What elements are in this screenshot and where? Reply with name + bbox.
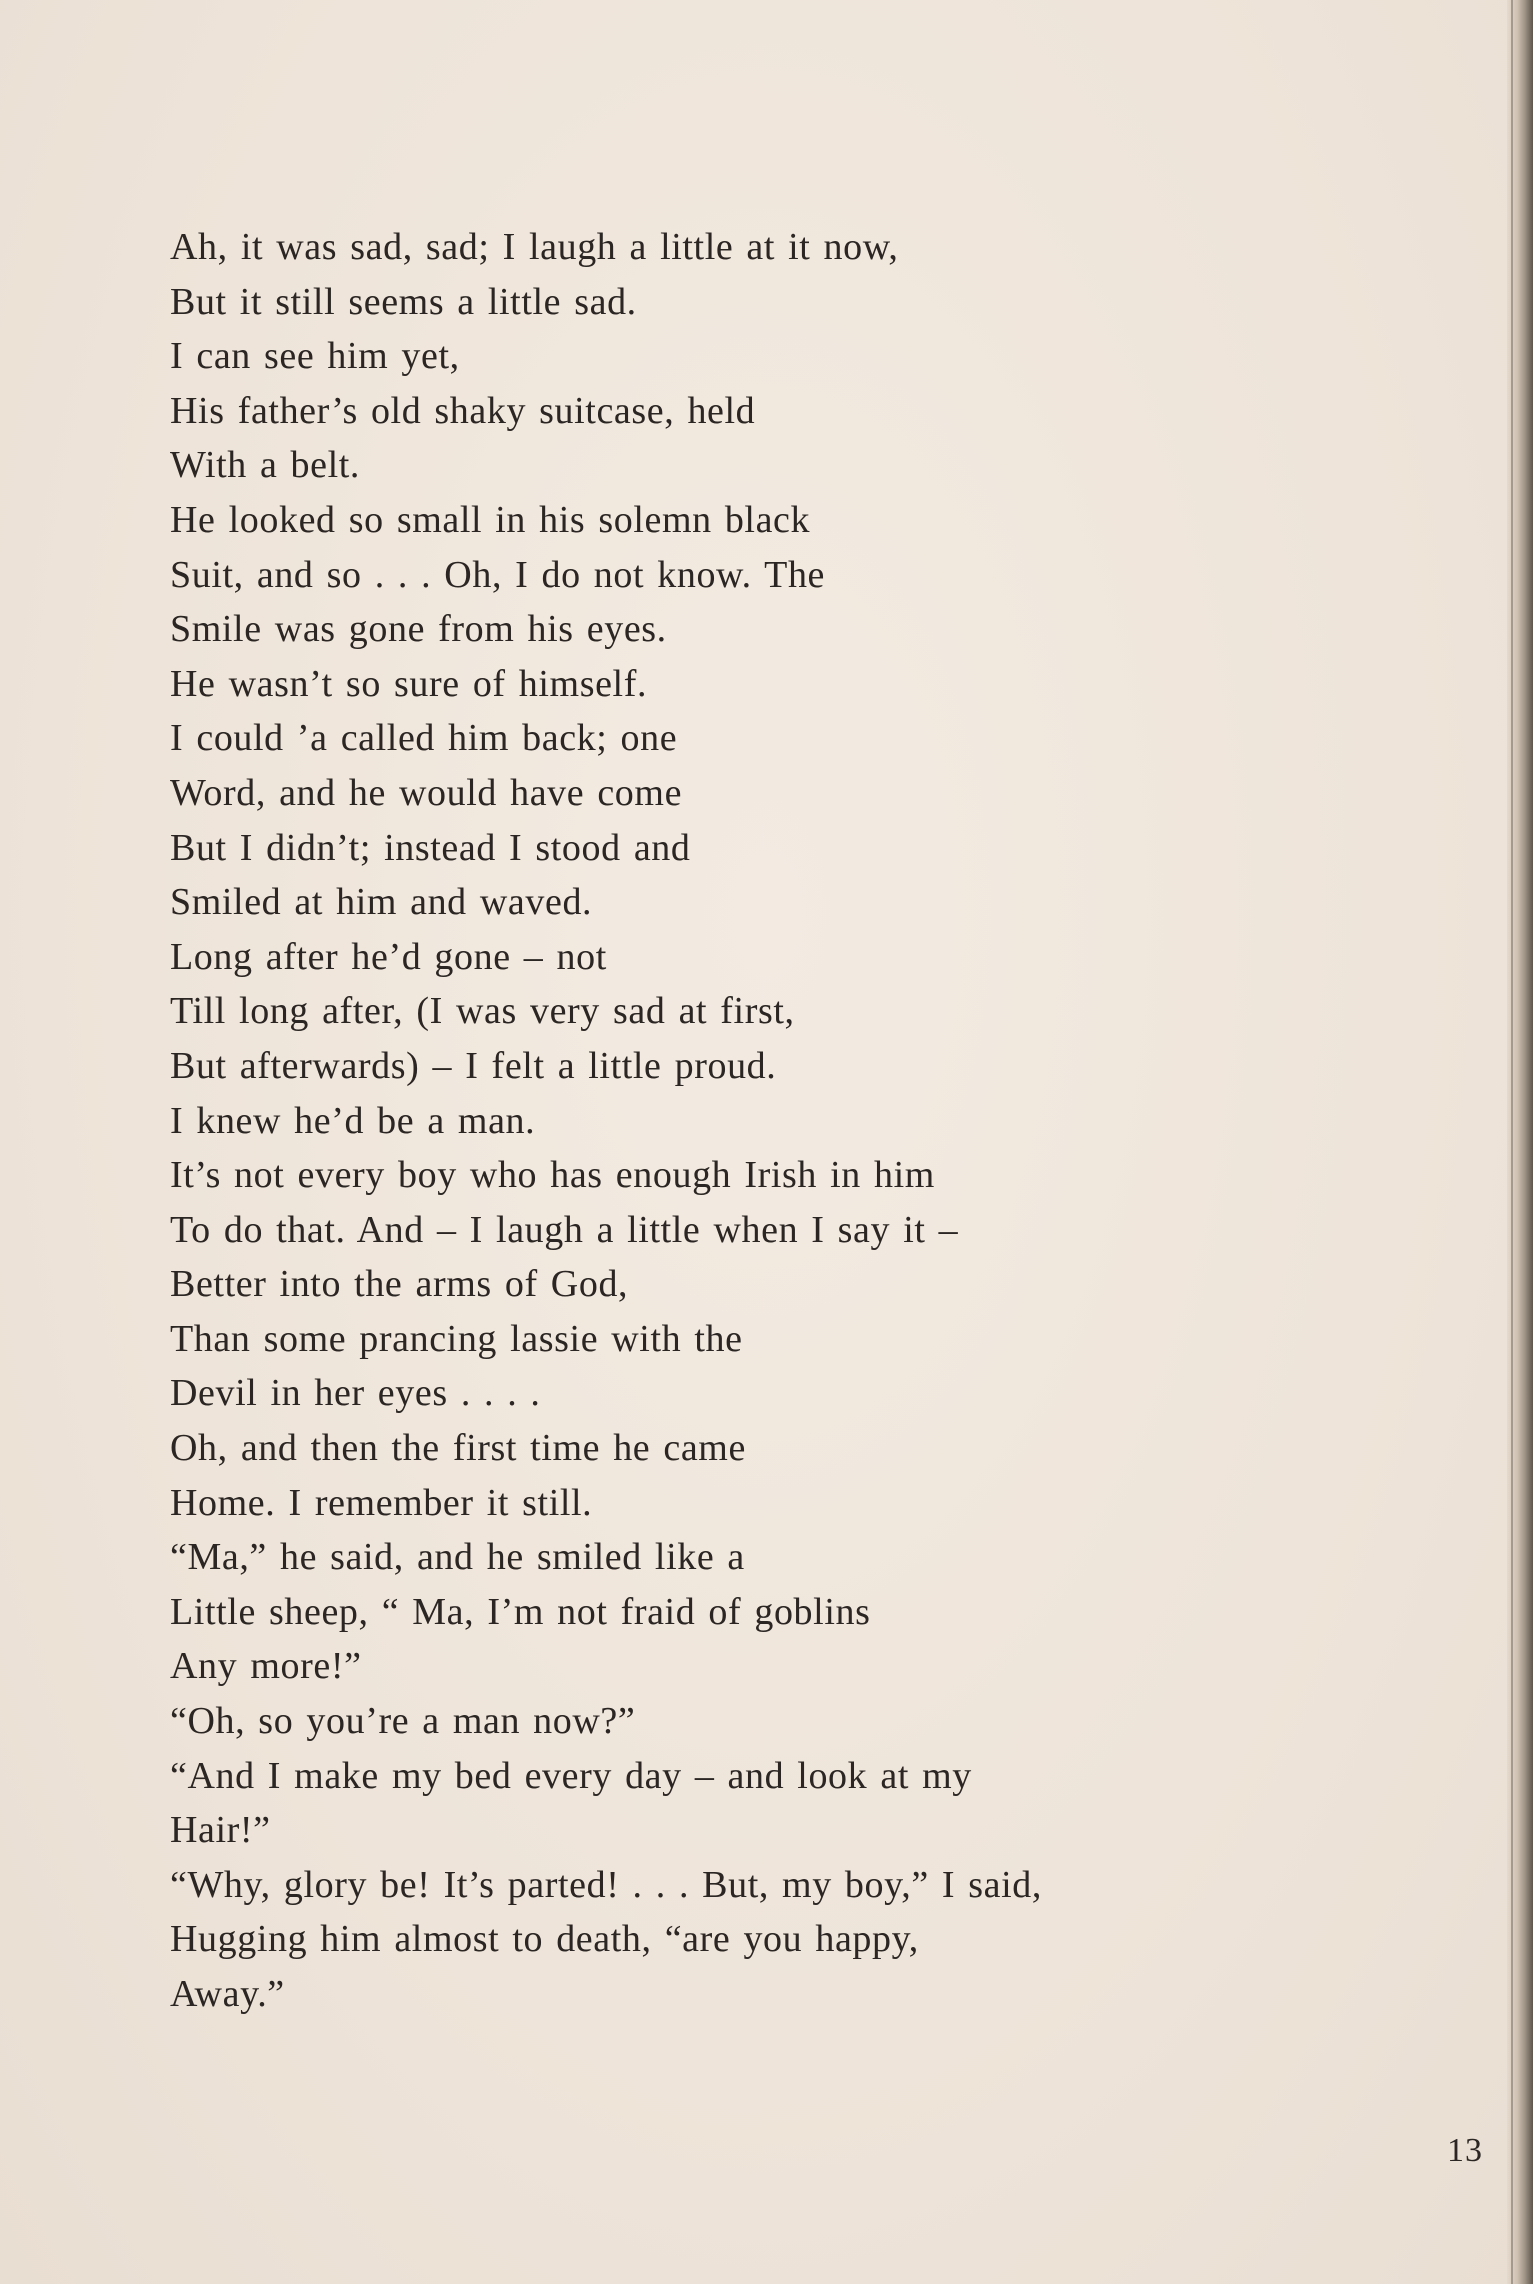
poem-line: Hair!” (170, 1809, 271, 1852)
poem-line: Smiled at him and waved. (170, 881, 593, 924)
poem-line: Devil in her eyes . . . . (170, 1372, 541, 1415)
poem-line: With a belt. (170, 444, 361, 487)
page-number: 13 (1447, 2132, 1483, 2169)
poem-line: Little sheep, “ Ma, I’m not fraid of goblins (170, 1590, 871, 1633)
poem-line: Oh, and then the first time he came (170, 1427, 746, 1470)
poem-line: Away.” (170, 1973, 285, 2015)
poem-line: Than some prancing lassie with the (170, 1317, 743, 1360)
poem-line: Home. I remember it still. (170, 1481, 593, 1524)
poem-line: But it still seems a little sad. (170, 280, 637, 323)
poem-line: He looked so small in his solemn black (170, 498, 811, 541)
poem-line: He wasn’t so sure of himself. (170, 662, 648, 705)
poem-line: Word, and he would have come (170, 771, 683, 814)
poem-line: “Ma,” he said, and he smiled like a (170, 1536, 745, 1579)
page-binding-line (1511, 0, 1513, 2284)
poem-line: Long after he’d gone – not (170, 935, 607, 978)
poem-line: “Why, glory be! It’s parted! . . . But, my boy,” I said, (170, 1863, 1042, 1906)
poem-line: I can see him yet, (170, 335, 460, 378)
poem-line: But I didn’t; instead I stood and (170, 826, 691, 869)
poem-line: Any more!” (170, 1645, 362, 1688)
poem-line: I could ’a called him back; one (170, 717, 678, 760)
poem-line: “Oh, so you’re a man now?” (170, 1700, 636, 1743)
poem-line: Till long after, (I was very sad at first, (170, 990, 795, 1033)
poem-line: Better into the arms of God, (170, 1263, 629, 1306)
poem-line: Ah, it was sad, sad; I laugh a little at it now, (170, 226, 899, 268)
poem-line: To do that. And – I laugh a little when I say it – (170, 1208, 959, 1251)
poem-line: I knew he’d be a man. (170, 1099, 536, 1142)
poem-line: Hugging him almost to death, “are you happy, (170, 1918, 919, 1961)
poem-line: Suit, and so . . . Oh, I do not know. The (170, 553, 826, 596)
poem-line: But afterwards) – I felt a little proud. (170, 1044, 777, 1087)
poem-line: His father’s old shaky suitcase, held (170, 389, 756, 432)
poem-line: It’s not every boy who has enough Irish in him (170, 1154, 935, 1197)
poem-line: Smile was gone from his eyes. (170, 608, 667, 651)
poem-text (170, 220, 1320, 2022)
poem-line: “And I make my bed every day – and look at my (170, 1754, 972, 1797)
